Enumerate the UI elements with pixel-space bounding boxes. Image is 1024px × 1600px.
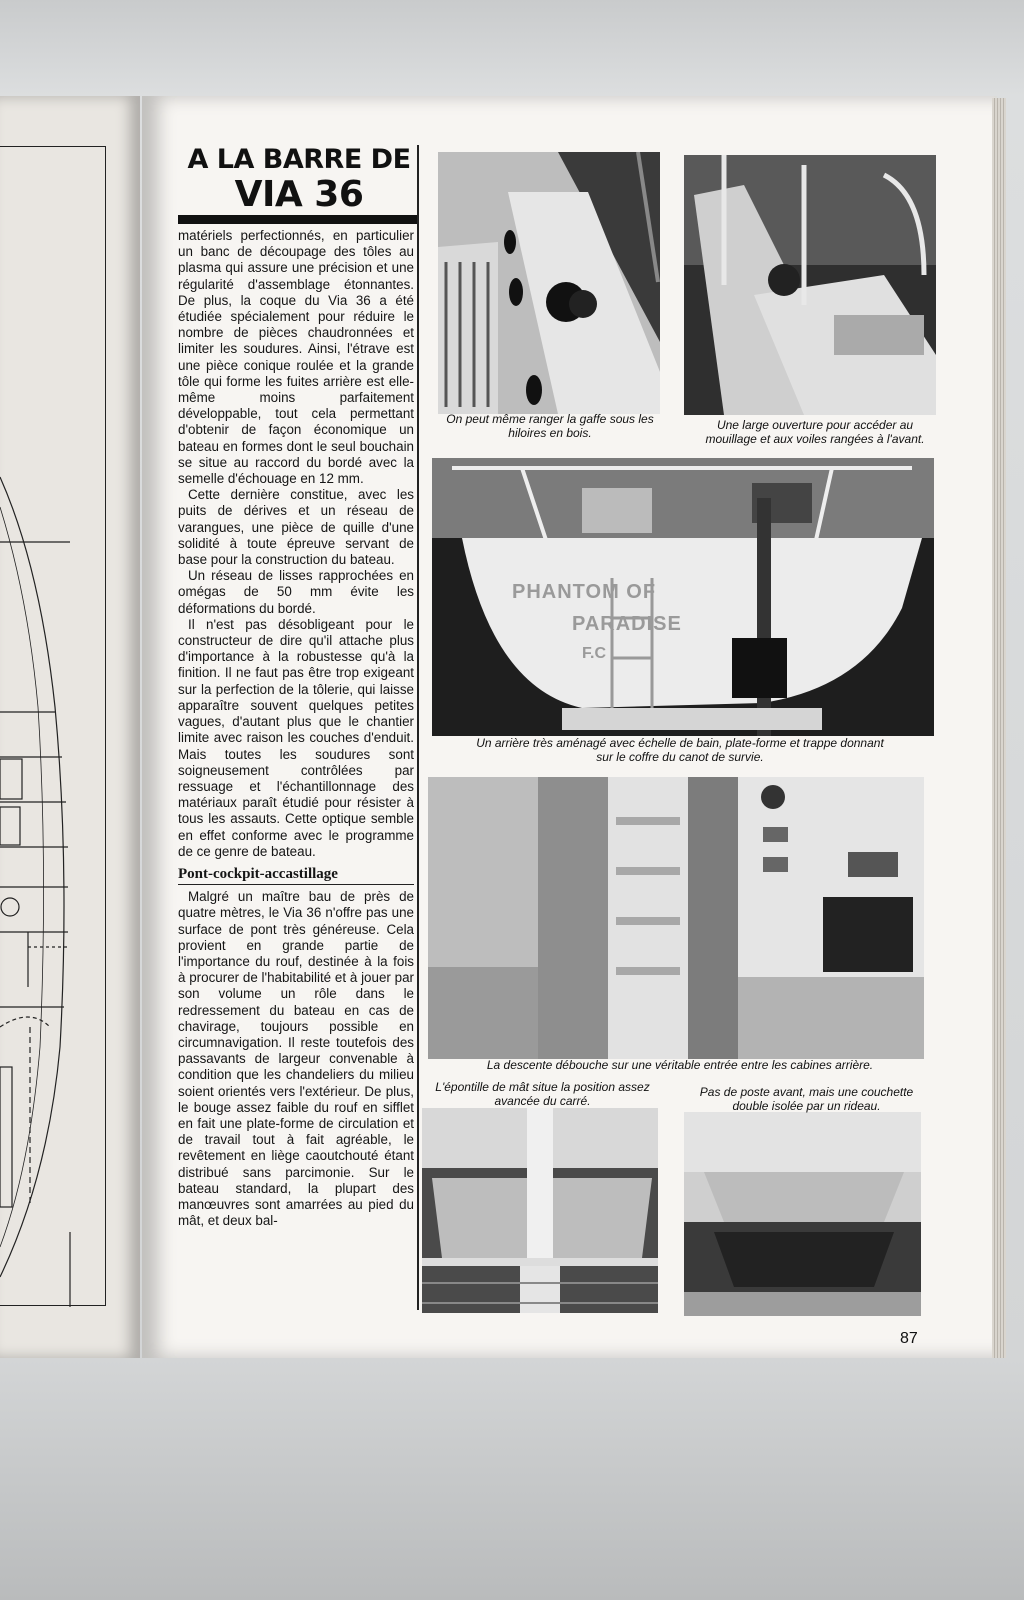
section-subhead: Pont-cockpit-accastillage [178,866,414,885]
caption-mast-pillar: L'épontille de mât situe la position assez avancée du carré. [435,1080,650,1108]
paragraph: Un réseau de lisses rapprochées en omégas de 50 mm évite les déformations du bordé. [178,568,414,616]
photo-stern [432,458,934,736]
deck-plan-frame [0,146,106,1306]
caption-companionway: La descente débouche sur une véritable entrée entre les cabines arrière. [486,1058,874,1072]
caption-stern: Un arrière très aménagé avec échelle de bain, plate-forme et trappe donnant sur le coffre du canot de survie. [476,736,884,764]
caption-gaffe: On peut même ranger la gaffe sous les hiloires en bois. [446,412,654,440]
paragraph: Malgré un maître bau de près de quatre mètres, le Via 36 n'offre pas une surface de pont très généreuse. Cela provient en grande partie de l'importance du rouf, destinée à la fois à procurer de l'habitabilité et à jouer par son volume un rôle dans le redressement du bateau en cas de chavirage, toujours possible en circumnavigation. Il reste toutefois des passavants de largeur convenable à condition que les chandeliers du milieu soient orientés vers l'extérieur. De plus, le bouge assez faible du rouf en sifflet en fait une plate-forme de circulation et de travail tout à fait agréable, le revêtement en liège caoutchouté étant distribué sans parcimonie. Sur le bateau standard, la plupart des manœuvres sont amarrées au pied du mât, et deux bal- [178,889,414,1229]
paragraph: Il n'est pas désobligeant pour le constructeur de dire qu'il attache plus d'importance à la robustesse qu'à la finition. Il ne faut pas être trop exigeant sur la perfection de la tôlerie, qui laisse apparaître souvent quelques petites vagues, d'autant plus que le chantier limite avec raison les couches d'enduit. Mais toutes les soudures sont soigneusement contrôlées par ressuage et l'échantillonnage des matériaux paraît étudié pour résister à tous les assauts. Cette optique semble en effet conforme avec le programme de ce genre de bateau. [178,616,414,859]
page-edges [992,98,1006,1358]
photo-deck-gaffe [438,152,660,414]
headline-rule [178,215,419,224]
transom-lettering-1: PHANTOM OF [512,581,657,603]
photo-mast-pillar [422,1108,658,1313]
left-page [0,96,140,1358]
headline-line-2: VIA 36 [234,174,364,215]
photo-forward-berth [684,1112,921,1316]
caption-opening: Une large ouverture pour accéder au mouillage et aux voiles rangées à l'avant. [705,418,925,446]
article-headline [178,145,420,215]
headline-line-1: A LA BARRE DE [187,144,411,175]
caption-forward-berth: Pas de poste avant, mais une couchette double isolée par un rideau. [699,1085,914,1113]
article-body [178,228,414,1229]
boat-plan-drawing [0,147,106,1307]
photo-foredeck-opening [684,155,936,415]
transom-lettering-3: F.C [582,645,606,662]
page-number: 87 [900,1330,918,1347]
transom-lettering-2: PARADISE [572,613,682,635]
photo-companionway [428,777,924,1059]
paragraph: matériels perfectionnés, en particulier un banc de découpage des tôles au plasma qui assure une précision et une régularité d'assemblage étonnantes. De plus, la coque du Via 36 a été étudiée spécialement pour réduire le nombre de pièces chaudronnées et limiter les soudures. Ainsi, l'étrave est une pièce conique roulée et la grande tôle qui forme les fuites arrière est elle-même moins parfaitement développable, tout cela permettant d'obtenir de façon économique un bateau en formes dont le seul bouchain se situe au raccord du bordé avec la semelle d'échouage en 12 mm. [178,228,414,487]
column-divider [417,145,419,1310]
paragraph: Cette dernière constitue, avec les puits de dérives et un réseau de varangues, une pièce de quille d'une solidité à toute épreuve servant de base pour la construction du bateau. [178,487,414,568]
